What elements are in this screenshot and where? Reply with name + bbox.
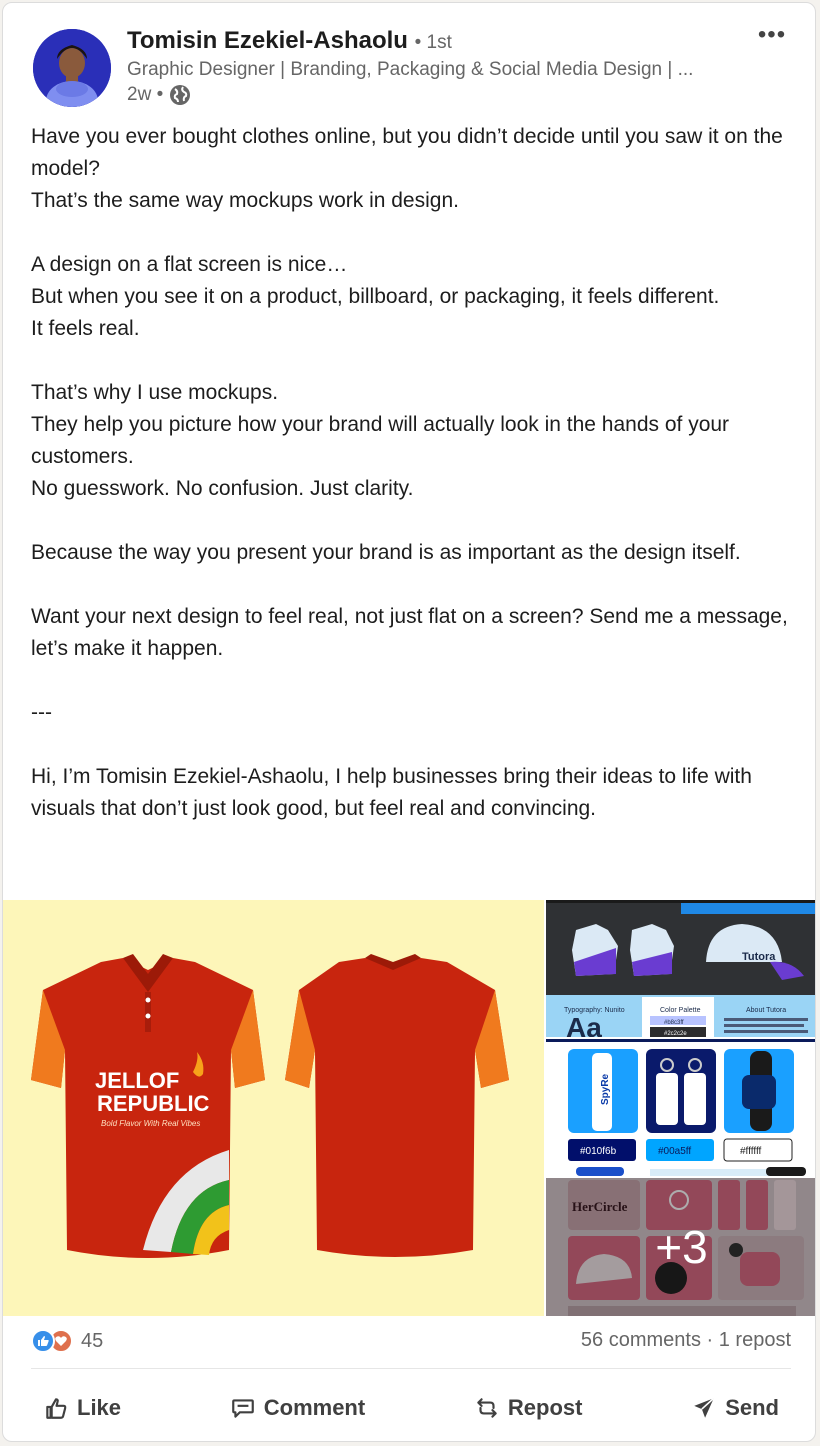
about-label: About Tutora: [746, 1007, 787, 1014]
post-media-grid: [3, 900, 816, 1316]
globe-icon: [169, 84, 191, 106]
repost-icon: [474, 1395, 500, 1421]
comment-icon: [230, 1395, 256, 1421]
author-name[interactable]: [127, 27, 452, 55]
palette-label: Color Palette: [660, 1007, 701, 1014]
typography-label: Typography: Nunito: [564, 1007, 625, 1014]
post-paragraph: That’s why I use mockups. They help you picture how your brand will actually look in the hands of your customers. No guesswork. No confusion. Just clarity.: [31, 381, 730, 500]
author-photo: [33, 29, 111, 107]
comment-label: Comment: [263, 1395, 366, 1420]
more-options-button[interactable]: [755, 21, 789, 51]
send-icon: [691, 1395, 717, 1421]
post-paragraph: Because the way you present your brand is as important as the design itself.: [31, 541, 741, 564]
connection-degree: • 1st: [414, 32, 452, 53]
author-avatar[interactable]: [33, 29, 111, 107]
divider: [31, 1368, 791, 1369]
like-label: Like: [77, 1395, 122, 1420]
comment-button[interactable]: [218, 1381, 377, 1435]
tutora-cap-brand: Tutora: [742, 951, 776, 963]
jersey-brand-line1: JELLOF: [95, 1068, 180, 1093]
send-label: Send: [725, 1395, 779, 1420]
spyre-brand-thumbnail[interactable]: [546, 1039, 816, 1176]
comments-reposts-count[interactable]: 56 comments · 1 repost: [580, 1329, 791, 1351]
social-counts-bar: [31, 1329, 791, 1359]
swatch-2: #00a5ff: [658, 1146, 692, 1157]
bottle-brand: SpyRe: [600, 1073, 611, 1105]
repost-button[interactable]: [462, 1381, 595, 1435]
swatch-3: #ffffff: [740, 1146, 762, 1157]
post-time: 2w •: [127, 84, 164, 105]
reactions-summary[interactable]: [31, 1329, 103, 1353]
thumbs-up-icon: [43, 1395, 69, 1421]
tutora-mockup-art: [546, 900, 816, 1037]
jersey-mockup-image[interactable]: [3, 900, 544, 1316]
more-images-overlay[interactable]: +3: [546, 1178, 816, 1316]
jersey-tagline: Bold Flavor With Real Vibes: [101, 1119, 201, 1128]
repost-label: Repost: [507, 1395, 583, 1420]
post-paragraph: Want your next design to feel real, not just flat on a screen? Send me a message, let’s make it happen.: [31, 605, 794, 660]
author-name-text[interactable]: Tomisin Ezekiel-Ashaolu: [127, 27, 408, 54]
post-paragraph: Have you ever bought clothes online, but you didn’t decide until you saw it on the model? That’s the same way mockups work in design.: [31, 125, 783, 212]
post-meta: [127, 84, 191, 106]
ellipsis-icon: •••: [757, 21, 787, 48]
post-action-bar: [31, 1381, 791, 1435]
post-paragraph: Hi, I’m Tomisin Ezekiel-Ashaolu, I help businesses bring their ideas to life with visuals that don’t just look good, but feel real and convincing.: [31, 765, 758, 820]
hercircle-brand: HerCircle: [572, 1199, 628, 1214]
post-paragraph: A design on a flat screen is nice… But when you see it on a product, billboard, or packaging, it feels different. It feels real.: [31, 253, 720, 340]
palette-code-2: #2c2c2e: [664, 1031, 687, 1037]
jersey-brand-line2: REPUBLIC: [97, 1091, 210, 1116]
jersey-mockup-art: [3, 900, 544, 1316]
reaction-count[interactable]: 45: [81, 1329, 104, 1352]
send-button[interactable]: [679, 1381, 791, 1435]
spyre-mockup-art: [546, 1039, 816, 1176]
author-headline: Graphic Designer | Branding, Packaging & Social Media Design | ...: [127, 59, 694, 80]
typography-sample: Aa: [566, 1012, 602, 1037]
like-button[interactable]: [31, 1381, 133, 1435]
swatch-1: #010f6b: [580, 1146, 617, 1157]
palette-code-1: #b8c3ff: [664, 1020, 684, 1026]
post-paragraph: ---: [31, 701, 52, 724]
like-reaction-icon: [31, 1329, 55, 1353]
tutora-brand-thumbnail[interactable]: [546, 900, 816, 1037]
post-body: [31, 121, 801, 825]
feed-post-card: [2, 2, 816, 1442]
hercircle-brand-thumbnail[interactable]: [546, 1178, 816, 1316]
